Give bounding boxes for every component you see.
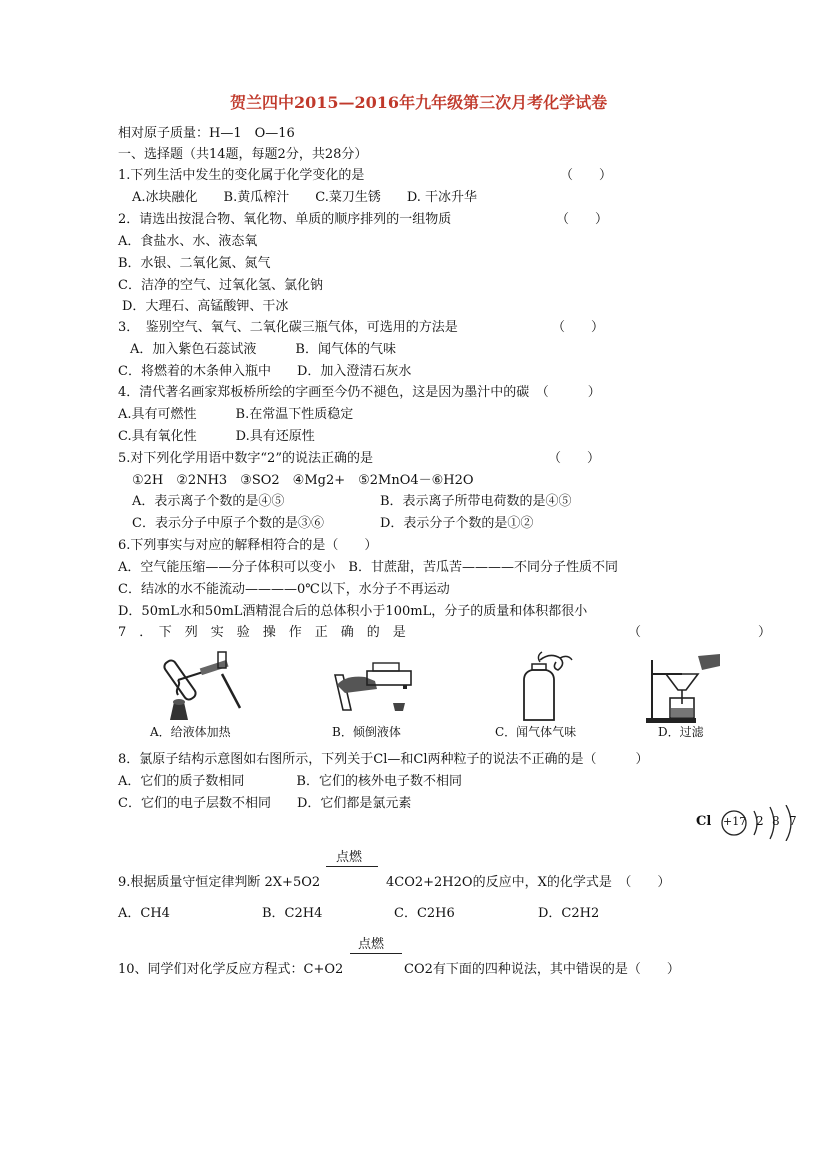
q8-options-cd: C．它们的电子层数不相同 D．它们都是氯元素 bbox=[118, 796, 412, 811]
chlorine-atom-diagram bbox=[696, 805, 806, 841]
q3-options-ab: A．加入紫色石蕊试液 B．闻气体的气味 bbox=[130, 342, 396, 357]
q3-options-cd: C．将燃着的木条伸入瓶中 D．加入澄清石灰水 bbox=[118, 364, 412, 379]
q2-stem: 2．请选出按混合物、氧化物、单质的顺序排列的一组物质 bbox=[118, 212, 452, 227]
q4-stem: 4．清代著名画家郑板桥所绘的字画至今仍不褪色，这是因为墨汁中的碳 （ ） bbox=[118, 385, 601, 400]
q7-paren-close: ） bbox=[758, 625, 772, 640]
q3-answer-paren: （ ） bbox=[552, 320, 605, 335]
q2-option-d: D．大理石、高锰酸钾、干冰 bbox=[122, 299, 289, 314]
q8-options-ab: A．它们的质子数相同 B．它们的核外电子数不相同 bbox=[118, 774, 462, 789]
smelling-gas-figure bbox=[510, 650, 580, 725]
section-heading: 一、选择题（共14题，每题2分，共28分） bbox=[118, 147, 368, 162]
q10-stem-right: CO2有下面的四种说法，其中错误的是（ ） bbox=[404, 962, 680, 977]
q8-stem: 8．氯原子结构示意图如右图所示，下列关于Cl—和Cl两种粒子的说法不正确的是（ ） bbox=[118, 752, 649, 767]
q4-options-ab: A.具有可燃性 B.在常温下性质稳定 bbox=[118, 407, 354, 422]
shell-2-electrons: 8 bbox=[772, 814, 780, 828]
q5-option-c: C．表示分子中原子个数的是③⑥ bbox=[132, 516, 324, 531]
q9-stem-left: 9.根据质量守恒定律判断 2X+5O2 bbox=[118, 875, 321, 890]
q4-options-cd: C.具有氧化性 D.具有还原性 bbox=[118, 429, 315, 444]
atomic-mass-line: 相对原子质量：H—1 O—16 bbox=[118, 126, 295, 141]
pouring-liquid-figure bbox=[325, 655, 425, 720]
shell-1-electrons: 2 bbox=[756, 814, 764, 828]
q2-option-b: B．水银、二氧化氮、氮气 bbox=[118, 256, 271, 271]
heating-liquid-figure bbox=[160, 650, 250, 725]
q1-stem: 1.下列生活中发生的变化属于化学变化的是 bbox=[118, 168, 365, 183]
q9-option-b: B．C2H4 bbox=[262, 906, 323, 921]
q9-option-d: D．C2H2 bbox=[538, 906, 600, 921]
q10-reaction-arrow-line bbox=[350, 953, 402, 954]
q1-answer-paren: （ ） bbox=[560, 168, 613, 183]
q9-option-c: C．C2H6 bbox=[394, 906, 455, 921]
q5-items: ①2H ②2NH3 ③SO2 ④Mg2+ ⑤2MnO4－⑥H2O bbox=[132, 473, 474, 488]
fig-caption-d: D．过滤 bbox=[658, 725, 704, 739]
q6-option-d: D．50mL水和50mL酒精混合后的总体积小于100mL，分子的质量和体积都很小 bbox=[118, 604, 588, 619]
q1-options: A.冰块融化 B.黄瓜榨汁 C.菜刀生锈 D. 干冰升华 bbox=[132, 190, 478, 205]
fig-caption-a: A．给液体加热 bbox=[150, 725, 231, 739]
q7-paren-open: （ bbox=[628, 625, 642, 640]
q6-option-c: C．结冰的水不能流动————0℃以下，水分子不再运动 bbox=[118, 582, 450, 597]
q9-reaction-arrow-line bbox=[326, 866, 378, 867]
q6-stem: 6.下列事实与对应的解释相符合的是（ ） bbox=[118, 538, 378, 553]
element-symbol: Cl bbox=[696, 814, 712, 829]
q5-option-d: D．表示分子个数的是①② bbox=[380, 516, 534, 531]
shell-3-electrons: 7 bbox=[789, 814, 797, 828]
q10-stem-left: 10、同学们对化学反应方程式：C+O2 bbox=[118, 962, 344, 977]
q9-stem-right: 4CO2+2H2O的反应中，X的化学式是 （ ） bbox=[386, 875, 671, 890]
q2-option-c: C．洁净的空气、过氧化氢、氯化钠 bbox=[118, 278, 323, 293]
q6-options-ab: A．空气能压缩——分子体积可以变小 B．甘蔗甜，苦瓜苦————不同分子性质不同 bbox=[118, 560, 618, 575]
q3-stem: 3． 鉴别空气、氧气、二氧化碳三瓶气体，可选用的方法是 bbox=[118, 320, 458, 335]
nucleus-charge: +17 bbox=[723, 815, 747, 828]
q5-answer-paren: （ ） bbox=[548, 451, 601, 466]
q2-option-a: A．食盐水、水、液态氧 bbox=[118, 234, 258, 249]
fig-caption-b: B．倾倒液体 bbox=[332, 725, 401, 739]
q9-option-a: A．CH4 bbox=[118, 906, 170, 921]
q10-reaction-condition: 点燃 bbox=[358, 937, 385, 952]
fig-caption-c: C．闻气体气味 bbox=[495, 725, 577, 739]
q2-answer-paren: （ ） bbox=[556, 212, 609, 227]
q5-option-b: B．表示离子所带电荷数的是④⑤ bbox=[380, 494, 572, 509]
exam-title: 贺兰四中2015—2016年九年级第三次月考化学试卷 bbox=[230, 93, 608, 112]
filtration-figure bbox=[640, 652, 725, 724]
q5-option-a: A．表示离子个数的是④⑤ bbox=[132, 494, 285, 509]
q5-stem: 5.对下列化学用语中数字“2”的说法正确的是 bbox=[118, 451, 373, 466]
q7-stem: 7 ． 下 列 实 验 操 作 正 确 的 是 bbox=[118, 625, 406, 640]
q9-reaction-condition: 点燃 bbox=[336, 850, 363, 865]
